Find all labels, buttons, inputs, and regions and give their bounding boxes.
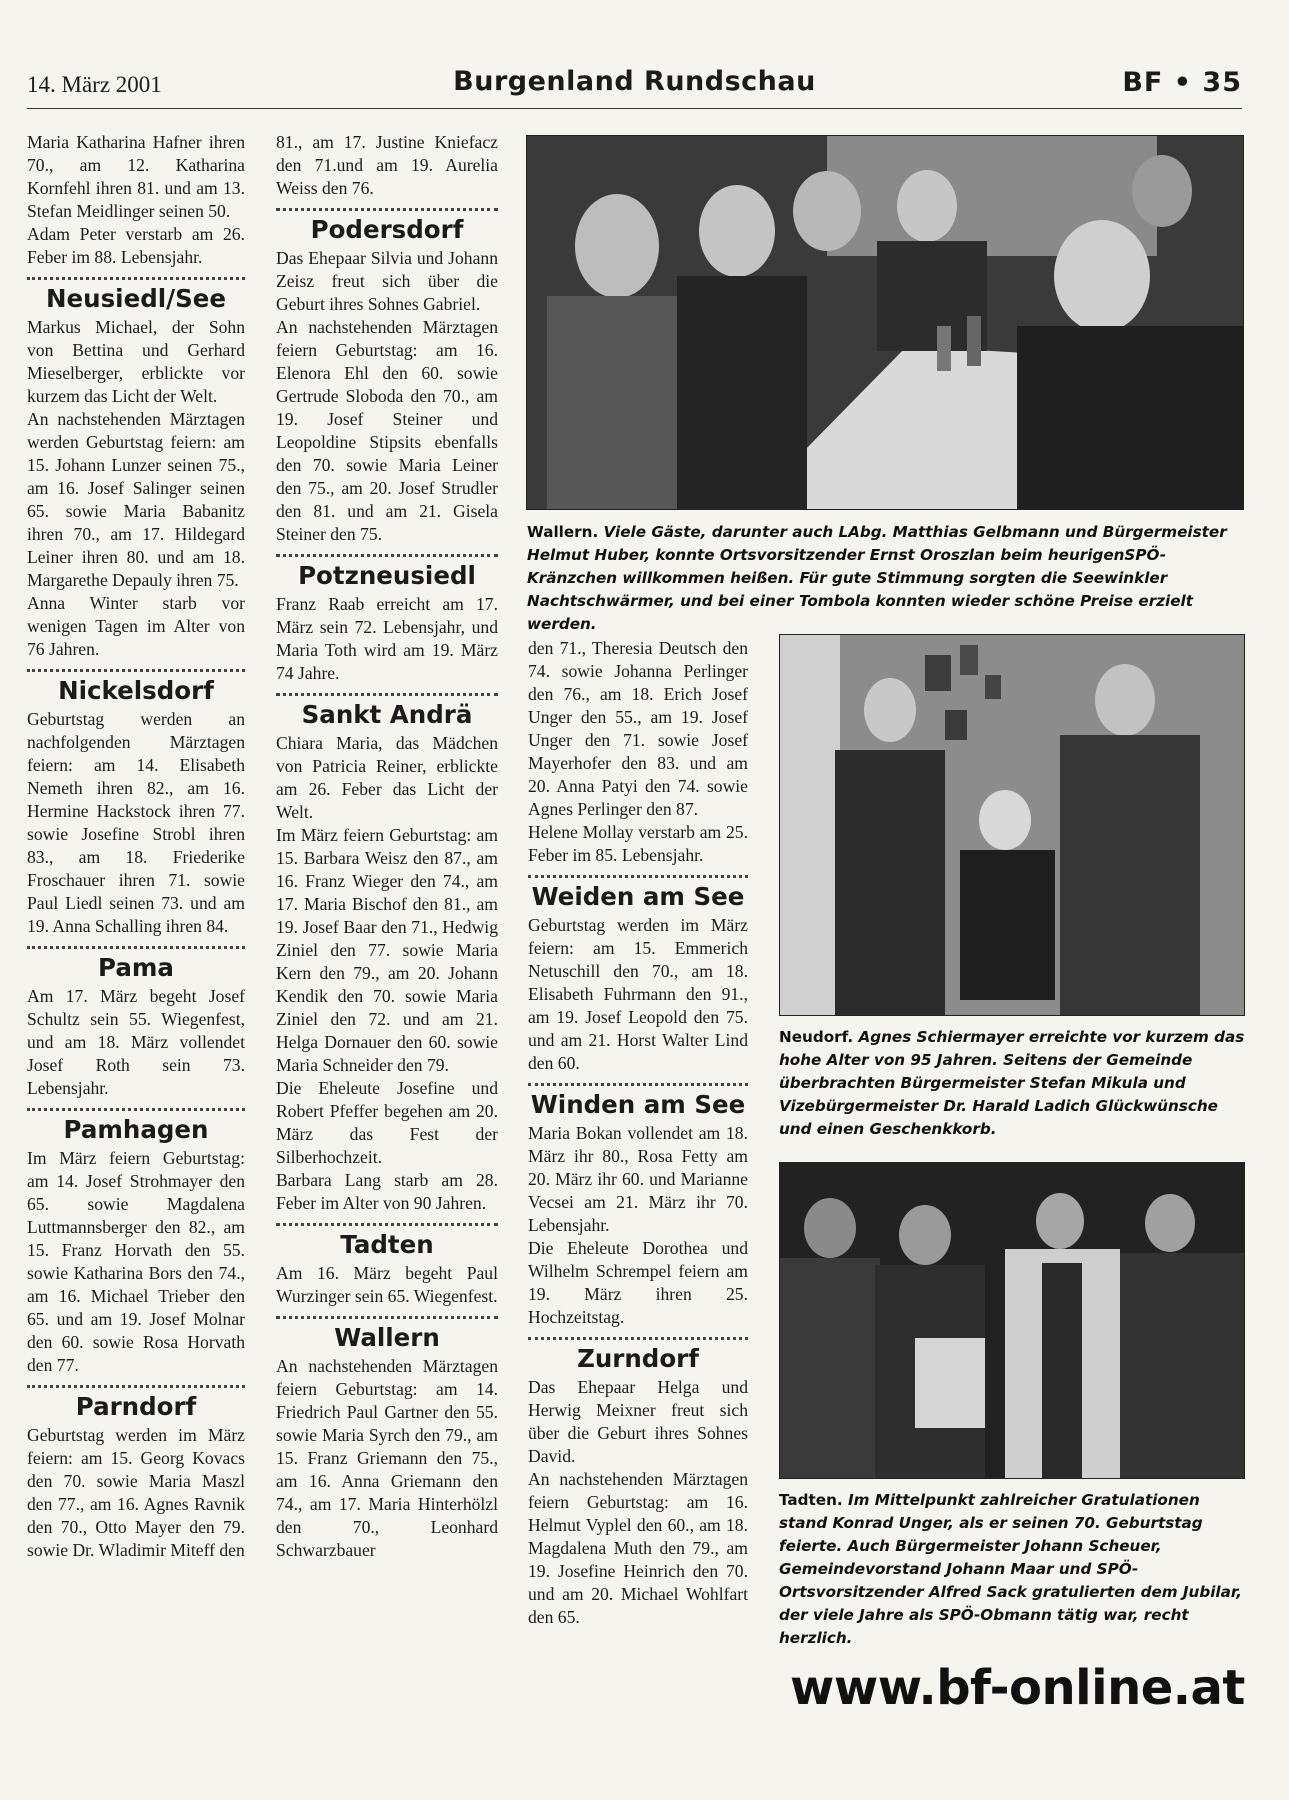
section-paragraph: An nachstehenden Märztagen feiern Geburtstag: am 14. Friedrich Paul Gartner den 55. sowie Maria Syrch den 79., am 15. Franz Griemann den 75., am 16. Anna Griemann den 74., am 17. Maria Hinterhölzl den 70., Leonhard Schwarzbauer [276,1356,498,1560]
dotted-divider [27,669,245,672]
section-title-winden: Winden am See [530,1090,746,1119]
section-title-zurndorf: Zurndorf [577,1344,699,1373]
caption-text: Im Mittelpunkt zahlreicher Gratulationen stand Konrad Unger, als er seinen 70. Geburtstag feierte. Auch Bürgermeister Johann Scheuer, Gemeindevorstand Johann Maar und SPÖ-Ortsvorsitzender Alfred Sack gratulierten dem Jubilar, der viele Jahre als SPÖ-Obmann tätig war, recht herzlich. [779,1491,1242,1647]
dotted-divider [276,1223,498,1226]
section-title-parndorf: Parndorf [75,1392,197,1421]
section-paragraph: Anna Winter starb vor wenigen Tagen im Alter von 76 Jahren. [27,593,245,659]
intro-paragraph: Adam Peter verstarb am 26. Feber im 88. Lebensjahr. [27,224,245,267]
caption-lead: Tadten. [779,1491,843,1509]
page-number: BF • 35 [1122,67,1242,98]
section-title-pamhagen: Pamhagen [63,1115,209,1144]
dotted-divider [27,946,245,949]
intro-paragraph: den 71., Theresia Deutsch den 74. sowie Johanna Perlinger den 76., am 18. Erich Josef Unger den 55., am 19. Josef Unger den 71. sowie Josef Mayerhofer den 83. und am 20. Anna Patyi den 74. sowie Agnes Perlinger den 87. [528,638,748,819]
section-title-pama: Pama [98,953,174,982]
column-2 [276,131,498,1562]
section-paragraph: Im März feiern Geburtstag: am 14. Josef Strohmayer den 65. sowie Magdalena Luttmannsberger den 82., am 15. Franz Horvath den 55. sowie Katharina Bors den 74., am 16. Michael Trieber den 65. und am 19. Josef Molnar den 60. sowie Rosa Horvath den 77. [27,1148,245,1375]
photo-neudorf-birthday [779,634,1245,1016]
photo-tadten-gratulation [779,1162,1245,1479]
caption-lead: Wallern. [527,523,599,541]
section-title-sankt-andrae: Sankt Andrä [301,700,473,729]
section-title-nickelsdorf: Nickelsdorf [58,676,214,705]
dotted-divider [276,208,498,211]
dotted-divider [528,1083,748,1086]
section-paragraph: Barbara Lang starb am 28. Feber im Alter von 90 Jahren. [276,1170,498,1213]
section-title-wallern: Wallern [334,1323,440,1352]
section-paragraph: An nachstehenden Märztagen werden Geburtstag feiern: am 15. Johann Lunzer seinen 75., am 16. Josef Salinger seinen 65. sowie Maria Babanitz ihren 70., am 17. Hildegard Leiner ihren 80. und am 18. Margarethe Depauly ihren 75. [27,409,245,590]
section-paragraph: Geburtstag werden im März feiern: am 15. Georg Kovacs den 70. sowie Maria Maszl den 77., am 16. Agnes Ravnik den 70., Otto Mayer den 79. sowie Dr. Wladimir Miteff den [27,1425,245,1560]
section-paragraph: Chiara Maria, das Mädchen von Patricia Reiner, erblickte am 26. Feber das Licht der Welt. [276,733,498,822]
dotted-divider [27,1385,245,1388]
section-title-weiden: Weiden am See [531,882,745,911]
dotted-divider [276,1316,498,1319]
caption-text: Agnes Schiermayer erreichte vor kurzem das hohe Alter von 95 Jahren. Seitens der Gemeinde überbrachten Bürgermeister Stefan Mikula und Vizebürgermeister Dr. Harald Ladich Glückwünsche und einen Geschenkkorb. [779,1028,1245,1138]
section-paragraph: Das Ehepaar Silvia und Johann Zeisz freut sich über die Geburt ihres Sohnes Gabriel. [276,248,498,314]
section-paragraph: Geburtstag werden im März feiern: am 15. Emmerich Netuschill den 70., am 18. Elisabeth Fuhrmann den 91., am 19. Josef Leopold den 75. und am 21. Horst Walter Lind den 60. [528,915,748,1073]
column-3 [528,637,748,1629]
section-paragraph: An nachstehenden Märztagen feiern Geburtstag: am 16. Elenora Ehl den 60. sowie Gertrude Sloboda den 70., am 19. Josef Steiner und Leopoldine Stipsits ebenfalls den 70. sowie Maria Leiner den 75., am 20. Josef Strudler den 81. und am 21. Gisela Steiner den 75. [276,317,498,544]
section-title-potzneusiedl: Potzneusiedl [298,561,476,590]
dotted-divider [27,277,245,280]
photo-wallern-party [526,135,1244,510]
section-paragraph: Am 17. März begeht Josef Schultz sein 55. Wiegenfest, und am 18. März vollendet Josef Roth sein 73. Lebensjahr. [27,986,245,1098]
dotted-divider [27,1108,245,1111]
caption-lead: Neudorf. [779,1028,854,1046]
caption-wallern [527,521,1244,636]
section-paragraph: Maria Bokan vollendet am 18. März ihr 80., Rosa Fetty am 20. März ihr 60. und Marianne Vecsei am 21. März ihr 70. Lebensjahr. [528,1123,748,1235]
caption-neudorf [779,1026,1245,1141]
section-paragraph: Das Ehepaar Helga und Herwig Meixner freut sich über die Geburt ihres Sohnes David. [528,1377,748,1466]
section-title-neusiedl: Neusiedl/See [46,284,226,313]
section-title-tadten: Tadten [340,1230,434,1259]
dotted-divider [528,875,748,878]
section-title-podersdorf: Podersdorf [310,215,464,244]
intro-paragraph: Helene Mollay verstarb am 25. Feber im 85. Lebensjahr. [528,822,748,865]
caption-text: Viele Gäste, darunter auch LAbg. Matthias Gelbmann und Bürgermeister Helmut Huber, konnte Ortsvorsitzender Ernst Oroszlan beim heurigenSPÖ-Kränzchen willkommen heißen. Für gute Stimmung sorgten die Seewinkler Nachtschwärmer, und bei einer Tombola konnten wieder schöne Preise erzielt werden. [527,523,1227,633]
newspaper-title: Burgenland Rundschau [453,66,816,97]
section-paragraph: Geburtstag werden an nachfolgenden Märztagen feiern: am 14. Elisabeth Nemeth ihren 82., am 16. Hermine Hackstock ihren 77. sowie Josefine Strobl ihren 83., am 18. Friederike Froschauer ihren 71. sowie Paul Liedl seinen 73. und am 19. Anna Schalling ihren 84. [27,709,245,936]
section-paragraph: Markus Michael, der Sohn von Bettina und Gerhard Mieselberger, erblickte vor kurzem das Licht der Welt. [27,317,245,406]
website-url[interactable]: www.bf-online.at [790,1660,1245,1716]
intro-paragraph: 81., am 17. Justine Kniefacz den 71.und am 19. Aurelia Weiss den 76. [276,132,498,198]
section-paragraph: Franz Raab erreicht am 17. März sein 72. Lebensjahr, und Maria Toth wird am 19. März 74 Jahre. [276,594,498,683]
column-1 [27,131,245,1562]
section-paragraph: An nachstehenden Märztagen feiern Geburtstag: am 16. Helmut Vyplel den 60., am 18. Magdalena Muth den 79., am 19. Josefine Heinrich den 70. und am 20. Michael Wohlfart den 65. [528,1469,748,1627]
dotted-divider [276,554,498,557]
caption-tadten [779,1489,1245,1650]
section-paragraph: Die Eheleute Josefine und Robert Pfeffer begehen am 20. März das Fest der Silberhochzeit. [276,1078,498,1167]
issue-date: 14. März 2001 [27,72,162,97]
section-paragraph: Im März feiern Geburtstag: am 15. Barbara Weisz den 87., am 16. Franz Wieger den 74., am 17. Maria Bischof den 81., am 19. Josef Baar den 71., Hedwig Ziniel den 77. sowie Maria Kern den 79., am 20. Johann Kendik den 70. sowie Maria Ziniel den 72. und am 21. Helga Dornauer den 60. sowie Maria Schneider den 79. [276,825,498,1075]
section-paragraph: Am 16. März begeht Paul Wurzinger sein 65. Wiegenfest. [276,1263,498,1306]
page-header [27,62,1242,109]
intro-paragraph: Maria Katharina Hafner ihren 70., am 12. Katharina Kornfehl ihren 81. und am 13. Stefan Meidlinger seinen 50. [27,132,245,221]
dotted-divider [528,1337,748,1340]
section-paragraph: Die Eheleute Dorothea und Wilhelm Schrempel feiern am 19. März ihren 25. Hochzeitstag. [528,1238,748,1327]
dotted-divider [276,693,498,696]
